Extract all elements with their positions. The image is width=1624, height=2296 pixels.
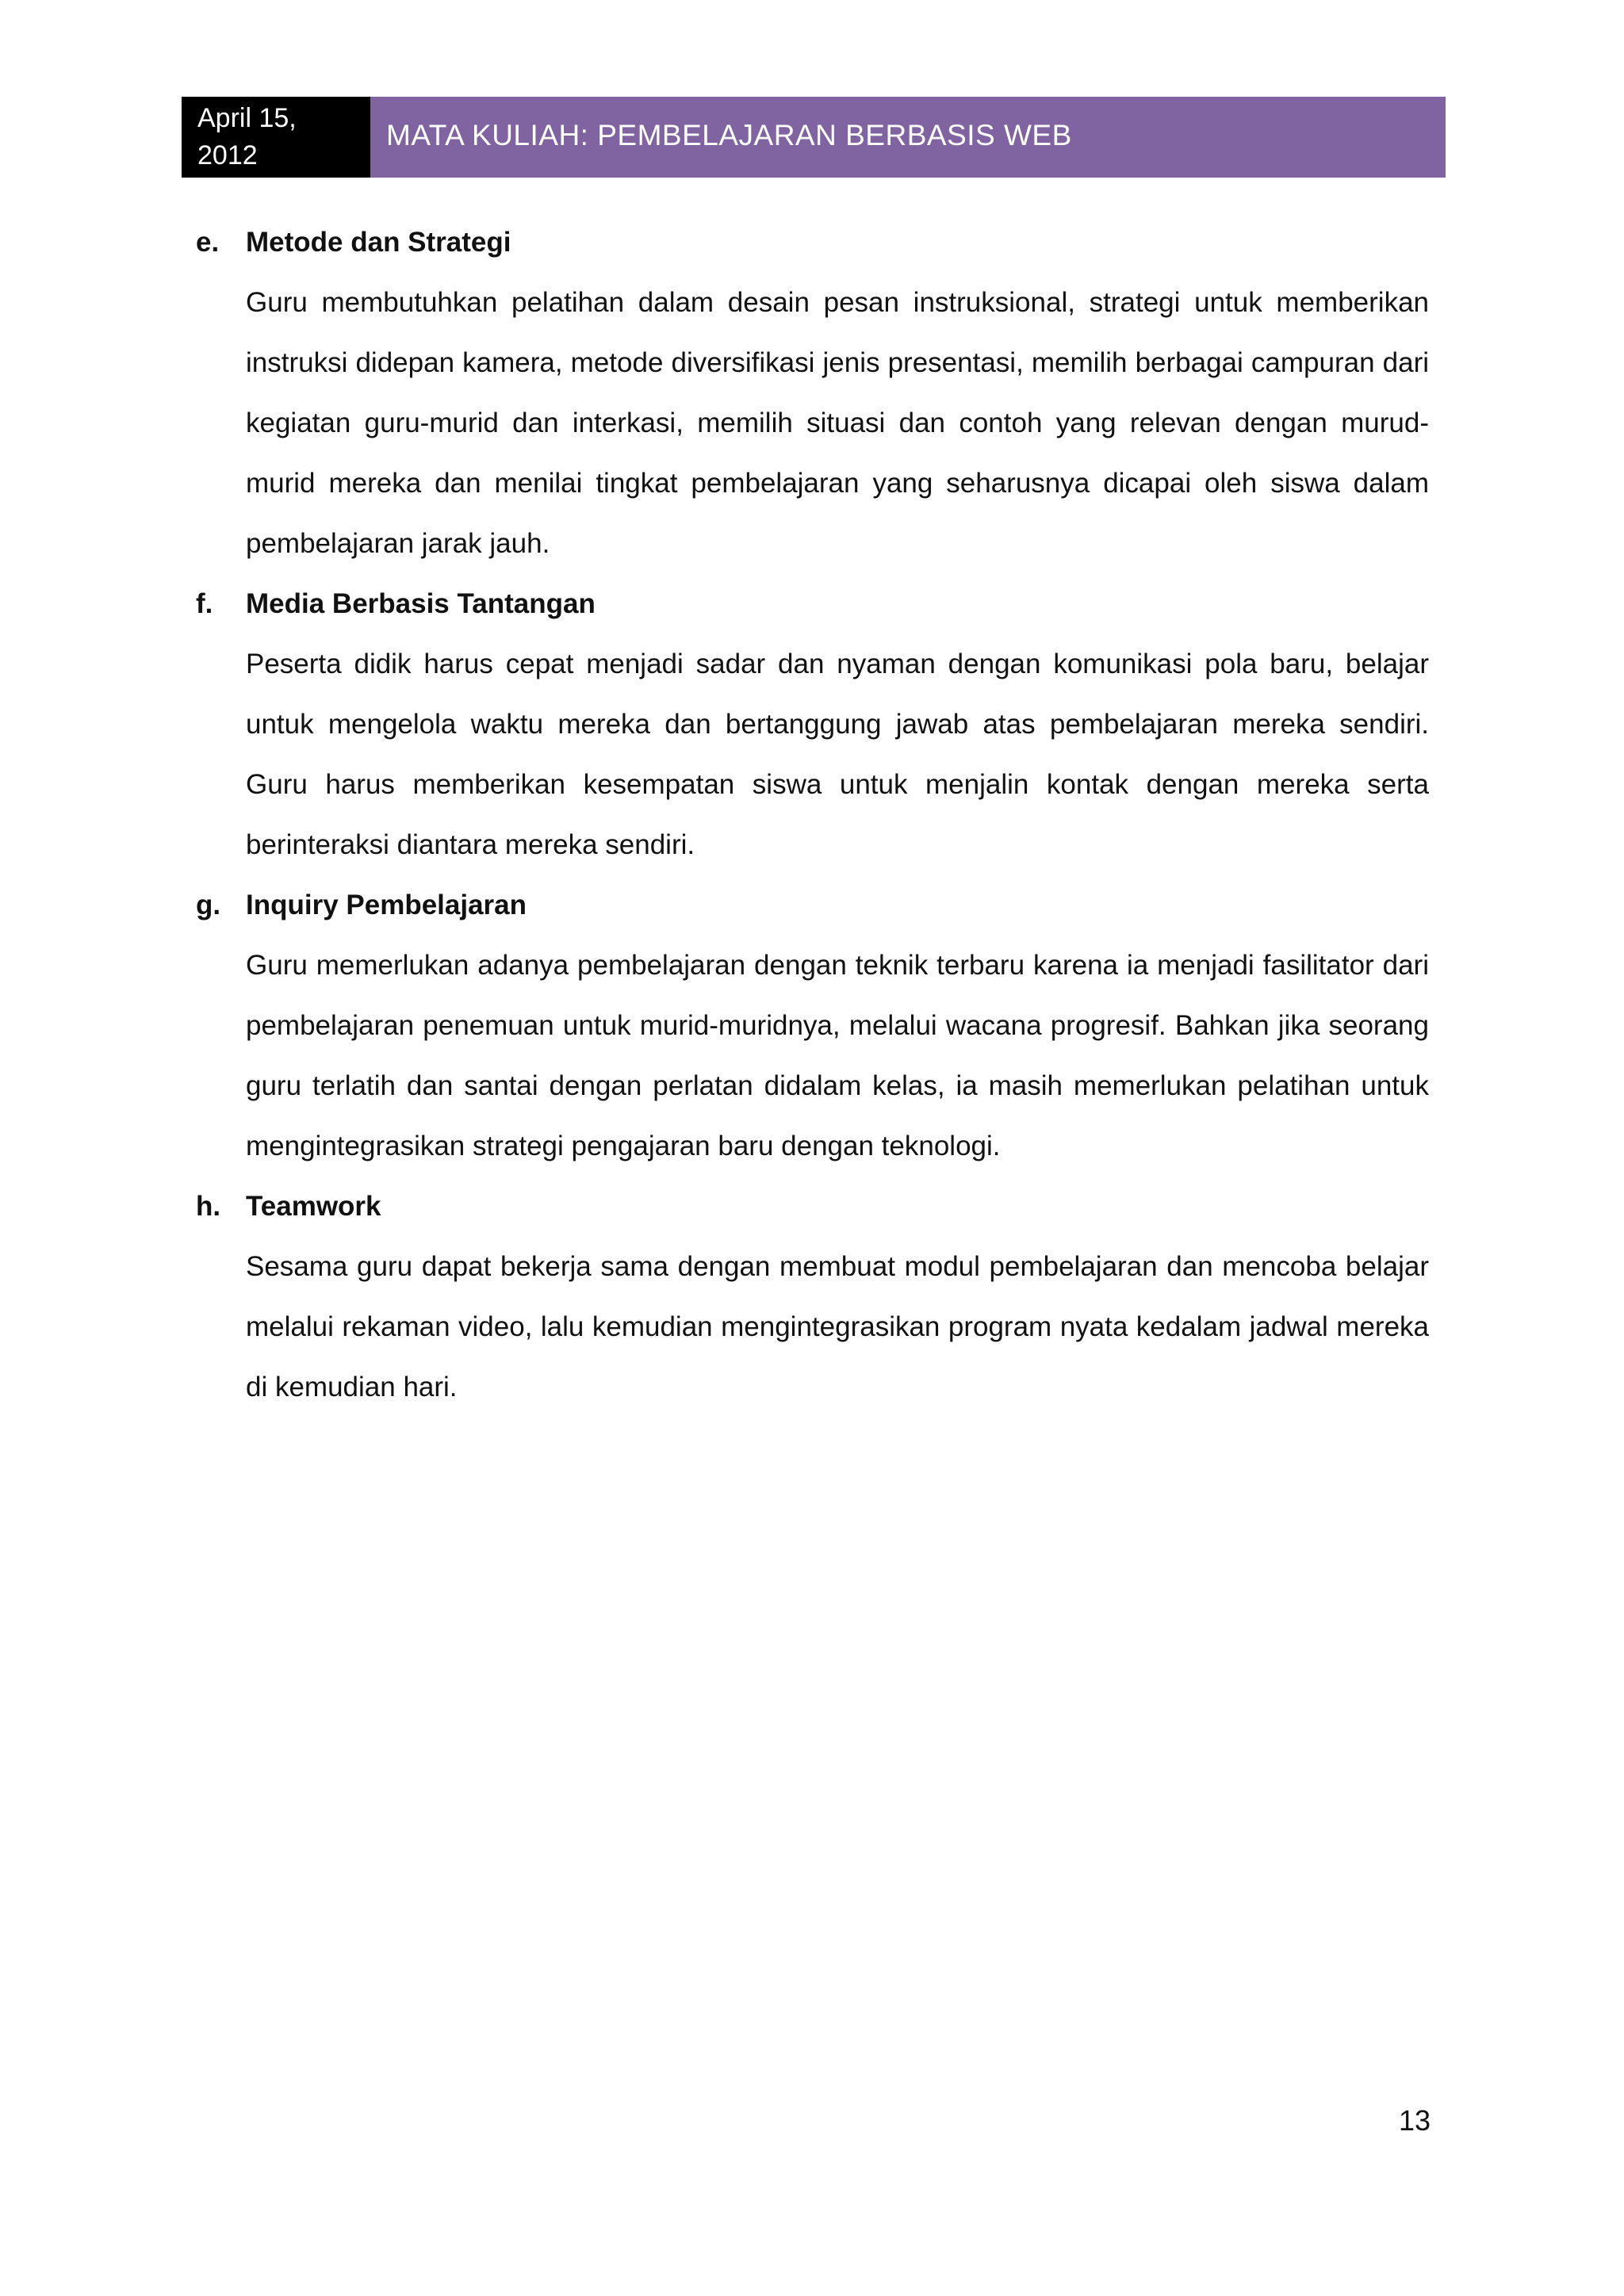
- section-letter: f.: [196, 588, 213, 619]
- section-g: [196, 875, 1429, 1177]
- section-letter: g.: [196, 890, 221, 920]
- header-title: MATA KULIAH: PEMBELAJARAN BERBASIS WEB: [370, 97, 1446, 178]
- section-heading: [196, 574, 1429, 634]
- section-letter: e.: [196, 227, 220, 258]
- section-title: Teamwork: [246, 1191, 381, 1222]
- section-paragraph: Peserta didik harus cepat menjadi sadar dan nyaman dengan komunikasi pola baru, belajar untuk mengelola waktu mereka dan bertanggung jawab atas pembelajaran mereka sendiri. Guru harus memberikan kesempatan siswa untuk menjalin kontak dengan mereka serta berinteraksi diantara mereka sendiri.: [246, 649, 1429, 860]
- section-paragraph: Guru memerlukan adanya pembelajaran dengan teknik terbaru karena ia menjadi fasilitator dari pembelajaran penemuan untuk murid-muridnya, melalui wacana progresif. Bahkan jika seorang guru terlatih dan santai dengan perlatan didalam kelas, ia masih memerlukan pelatihan untuk mengintegrasikan strategi pengajaran baru dengan teknologi.: [246, 950, 1429, 1161]
- section-letter: h.: [196, 1191, 221, 1222]
- section-e: [196, 212, 1429, 574]
- section-heading: [196, 1177, 1429, 1237]
- section-paragraph: Guru membutuhkan pelatihan dalam desain pesan instruksional, strategi untuk memberikan instruksi didepan kamera, metode diversifikasi jenis presentasi, memilih berbagai campuran dari kegiatan guru-murid dan interkasi, memilih situasi dan contoh yang relevan dengan murud-murid mereka dan menilai tingkat pembelajaran yang seharusnya dicapai oleh siswa dalam pembelajaran jarak jauh.: [246, 287, 1429, 559]
- section-title: Inquiry Pembelajaran: [246, 890, 527, 920]
- page-number: 13: [1398, 2104, 1431, 2137]
- header-date: [182, 97, 370, 178]
- header-date-line2: 2012: [197, 140, 258, 170]
- section-title: Metode dan Strategi: [246, 227, 511, 258]
- section-paragraph: Sesama guru dapat bekerja sama dengan membuat modul pembelajaran dan mencoba belajar melalui rekaman video, lalu kemudian mengintegrasikan program nyata kedalam jadwal mereka di kemudian hari.: [246, 1251, 1429, 1402]
- section-f: [196, 574, 1429, 875]
- section-title: Media Berbasis Tantangan: [246, 588, 596, 619]
- document-body: [196, 212, 1429, 1418]
- section-heading: [196, 212, 1429, 273]
- page-header: [182, 97, 1446, 178]
- section-heading: [196, 875, 1429, 936]
- header-date-line1: April 15,: [197, 103, 297, 133]
- section-h: [196, 1177, 1429, 1418]
